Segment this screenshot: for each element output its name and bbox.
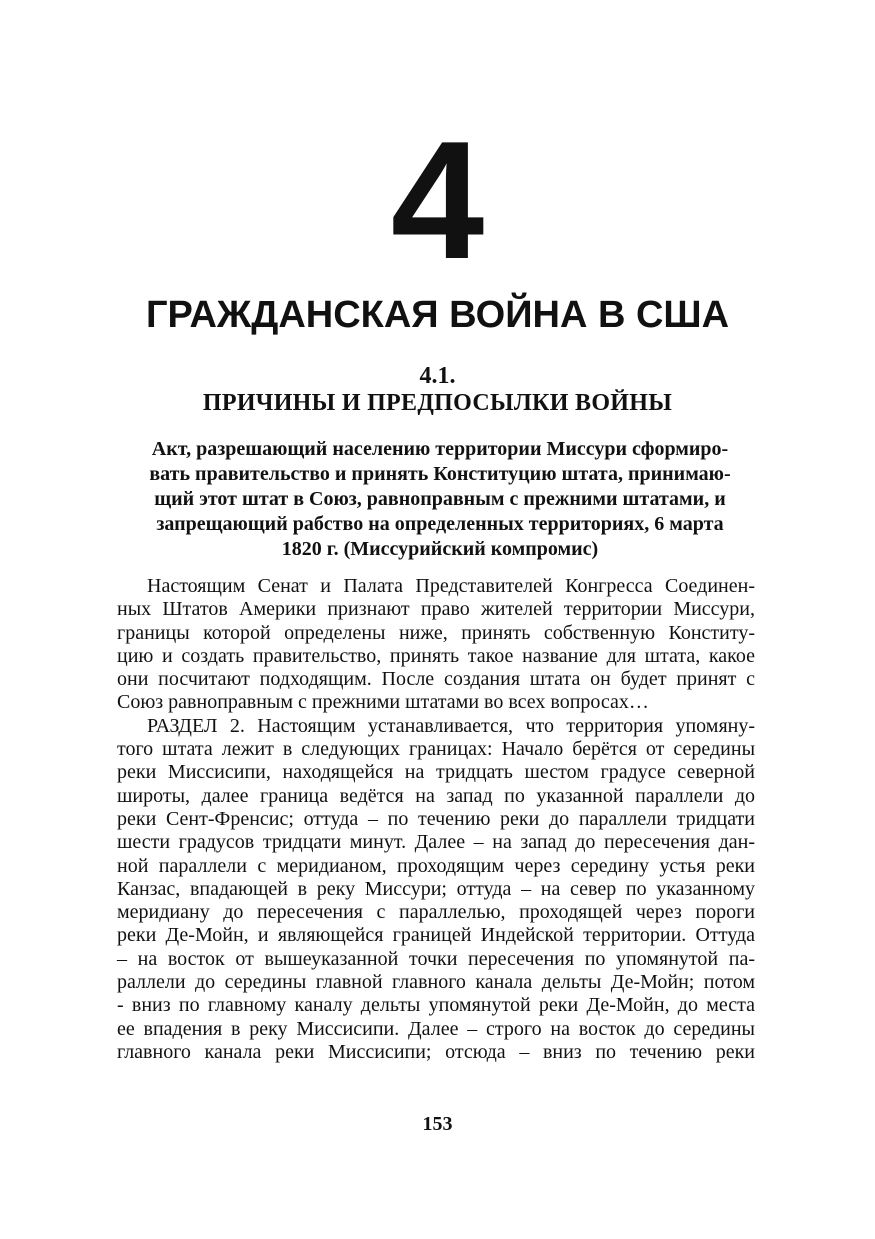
document-heading-line: 1820 г. (Миссурийский компромис) — [281, 538, 599, 560]
document-heading-line: вать правительство и принять Конституцию штата, принимаю- — [149, 463, 731, 485]
body-line: ее впадения в реку Миссисипи. Далее – строго на восток до середины — [117, 1017, 755, 1040]
body-line: главного канала реки Миссисипи; отсюда – вниз по течению реки — [117, 1040, 755, 1063]
body-line: Союз равноправным с прежними штатами во всех вопросах… — [117, 691, 649, 714]
body-line: ной параллели с меридианом, проходящим через середину устья реки — [117, 854, 755, 877]
document-heading — [130, 437, 750, 562]
chapter-title: ГРАЖДАНСКАЯ ВОЙНА В США — [145, 294, 730, 336]
body-line: реки Де-Мойн, и являющейся границей Индейской территории. Оттуда — [117, 924, 755, 947]
body-line: того штата лежит в следующих границах: Начало берётся от середины — [117, 738, 755, 761]
document-heading-line: Акт, разрешающий населению территории Миссури сформиро- — [151, 438, 729, 460]
body-line: - вниз по главному каналу дельты упомянутой реки Де-Мойн, до места — [117, 994, 755, 1017]
body-text — [117, 575, 755, 1064]
body-line: реки Сент-Френсис; оттуда – по течению реки до параллели тридцати — [117, 807, 755, 830]
document-heading-line: запрещающий рабство на определенных территориях, 6 марта — [156, 513, 724, 535]
body-line: РАЗДЕЛ 2. Настоящим устанавливается, что территория упомяну- — [147, 714, 755, 737]
chapter-number: 4 — [390, 106, 485, 294]
document-heading-line: щий этот штат в Союз, равноправным с прежними штатами, и — [154, 488, 726, 510]
body-line: – на восток от вышеуказанной точки пересечения по упомянутой па- — [117, 947, 755, 970]
body-line: меридиану до пересечения с параллелью, проходящей через пороги — [117, 901, 755, 924]
section-title: ПРИЧИНЫ И ПРЕДПОСЫЛКИ ВОЙНЫ — [202, 390, 673, 416]
body-line: Канзас, впадающей в реку Миссури; оттуда – на север по указанному — [117, 877, 755, 900]
body-line: Настоящим Сенат и Палата Представителей Конгресса Соединен- — [147, 575, 755, 597]
body-line: широты, далее граница ведётся на запад по указанной параллели до — [117, 784, 755, 807]
body-line: раллели до середины главной главного канала дельты Де-Мойн; потом — [117, 971, 755, 994]
body-line: шести градусов тридцати минут. Далее – на запад до пересечения дан- — [117, 831, 755, 854]
body-line: цию и создать правительство, принять такое название для штата, какое — [117, 644, 755, 667]
page-number: 153 — [422, 1113, 453, 1135]
section-number: 4.1. — [419, 363, 456, 389]
body-line: реки Миссисипи, находящейся на тридцать шестом градусе северной — [117, 761, 755, 784]
body-line: они посчитают подходящим. После создания штата он будет принят с — [117, 668, 755, 691]
body-line: границы которой определены ниже, принять собственную Конститу- — [117, 621, 755, 644]
body-line: ных Штатов Америки признают право жителей территории Миссури, — [117, 598, 755, 621]
